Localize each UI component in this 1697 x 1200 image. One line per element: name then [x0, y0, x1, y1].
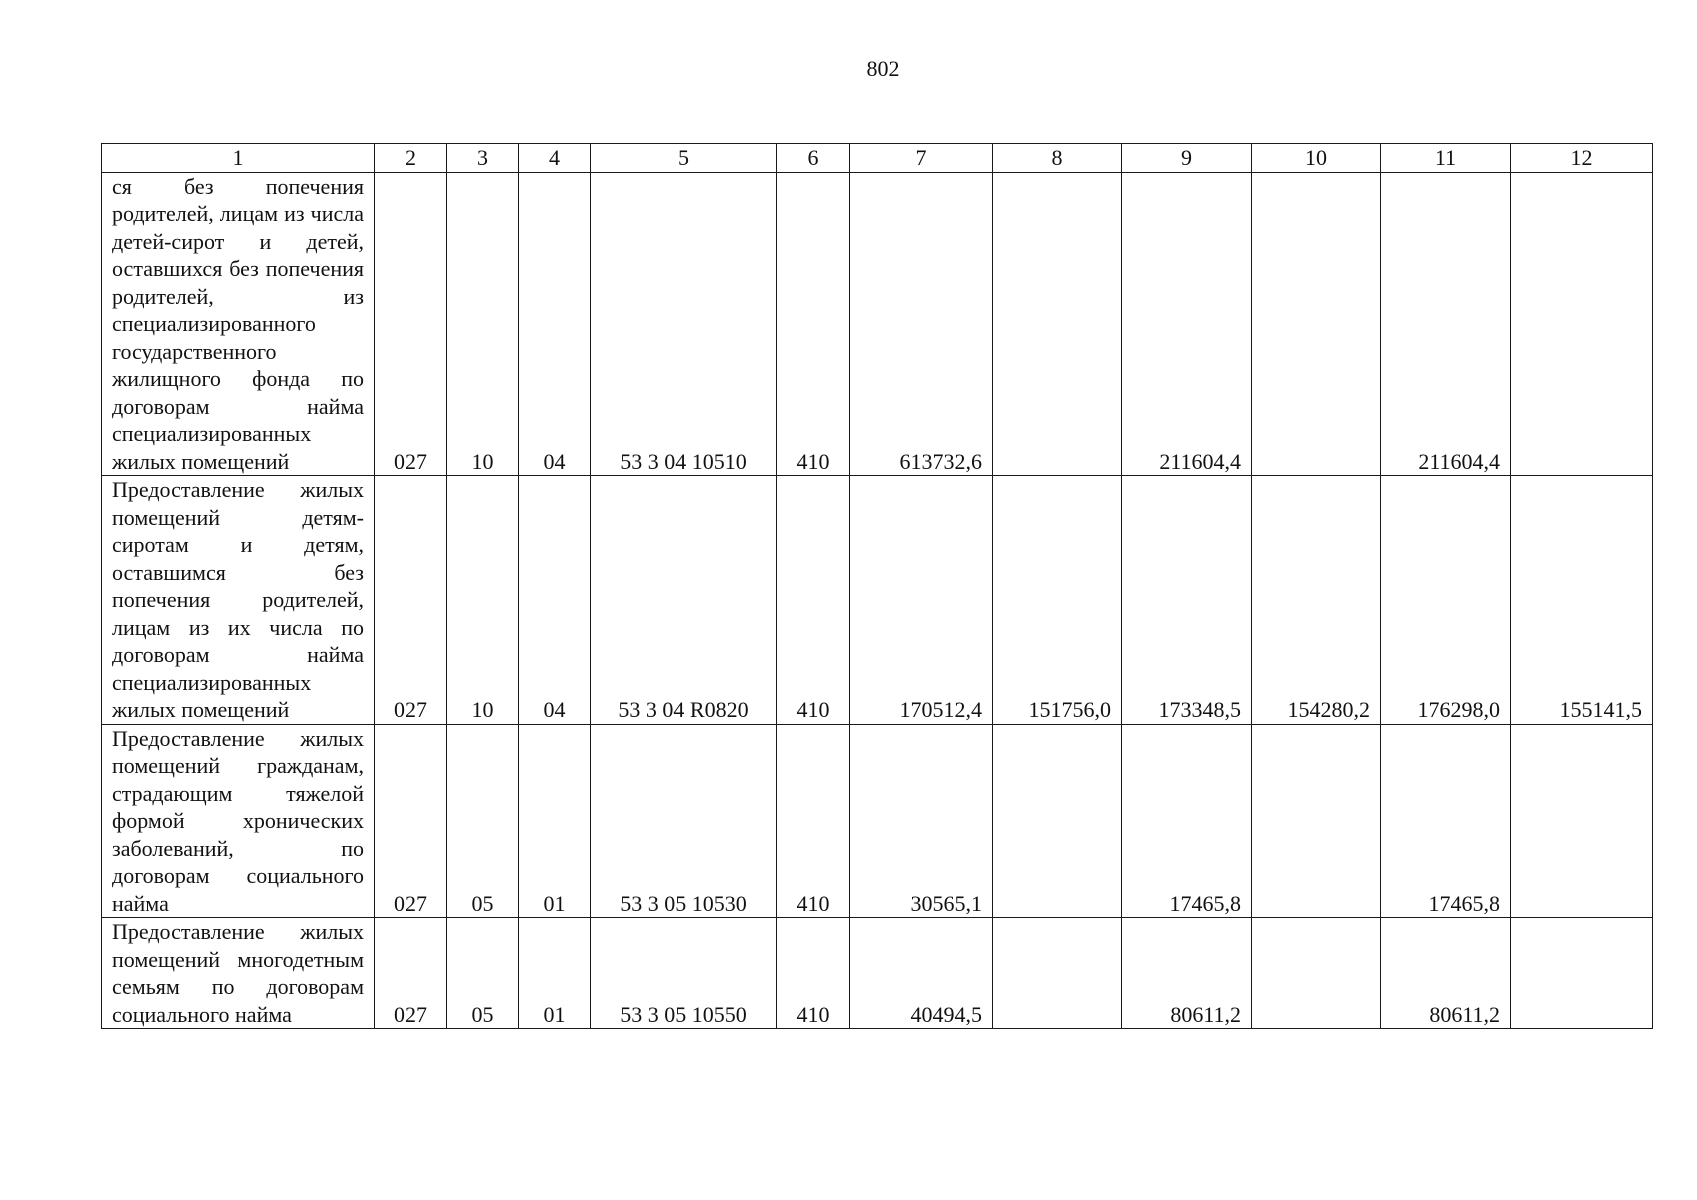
section-code: 10: [447, 476, 519, 725]
amount-cell: 211604,4: [1381, 172, 1511, 476]
amount-cell: 30565,1: [850, 724, 993, 918]
column-number-header: 6: [777, 144, 850, 173]
section-code: 05: [447, 724, 519, 918]
target-item-code: 53 3 05 10530: [591, 724, 777, 918]
column-number-row: [102, 144, 1653, 173]
amount-cell: 17465,8: [1122, 724, 1252, 918]
amount-cell: [1252, 172, 1381, 476]
row-name: ся без попечения родителей, лицам из числа детей-сирот и детей, оставшихся без попечения родителей, из специализированного государственного жилищного фонда по договорам найма специализированных жилых помещений: [102, 172, 375, 476]
amount-cell: 155141,5: [1511, 476, 1653, 725]
section-code: 05: [447, 918, 519, 1029]
expense-type-code: 410: [777, 918, 850, 1029]
amount-cell: 154280,2: [1252, 476, 1381, 725]
column-number-header: 11: [1381, 144, 1511, 173]
table-row: [102, 476, 1653, 725]
column-number-header: 12: [1511, 144, 1653, 173]
expense-type-code: 410: [777, 476, 850, 725]
row-name: Предоставление жилых помещений гражданам, страдающим тяжелой формой хронических заболеваний, по договорам социального найма: [102, 724, 375, 918]
expense-type-code: 410: [777, 172, 850, 476]
target-item-code: 53 3 05 10550: [591, 918, 777, 1029]
column-number-header: 4: [519, 144, 591, 173]
amount-cell: 613732,6: [850, 172, 993, 476]
budget-table: [101, 143, 1653, 1029]
amount-cell: 80611,2: [1381, 918, 1511, 1029]
amount-cell: 151756,0: [993, 476, 1122, 725]
amount-cell: 80611,2: [1122, 918, 1252, 1029]
subsection-code: 01: [519, 724, 591, 918]
amount-cell: [993, 918, 1122, 1029]
target-item-code: 53 3 04 R0820: [591, 476, 777, 725]
amount-cell: [993, 724, 1122, 918]
amount-cell: [993, 172, 1122, 476]
column-number-header: 1: [102, 144, 375, 173]
column-number-header: 3: [447, 144, 519, 173]
amount-cell: [1252, 724, 1381, 918]
row-name: Предоставление жилых помещений детям-сиротам и детям, оставшимся без попечения родителей, лицам из их числа по договорам найма специализированных жилых помещений: [102, 476, 375, 725]
amount-cell: [1511, 918, 1653, 1029]
amount-cell: 40494,5: [850, 918, 993, 1029]
column-number-header: 5: [591, 144, 777, 173]
amount-cell: [1252, 918, 1381, 1029]
page-number: 802: [866, 56, 900, 81]
column-number-header: 8: [993, 144, 1122, 173]
column-number-header: 9: [1122, 144, 1252, 173]
ministry-code: 027: [375, 476, 447, 725]
amount-cell: 176298,0: [1381, 476, 1511, 725]
amount-cell: 170512,4: [850, 476, 993, 725]
column-number-header: 10: [1252, 144, 1381, 173]
table-row: [102, 172, 1653, 476]
subsection-code: 04: [519, 476, 591, 725]
amount-cell: 17465,8: [1381, 724, 1511, 918]
ministry-code: 027: [375, 918, 447, 1029]
amount-cell: [1511, 172, 1653, 476]
section-code: 10: [447, 172, 519, 476]
target-item-code: 53 3 04 10510: [591, 172, 777, 476]
subsection-code: 04: [519, 172, 591, 476]
column-number-header: 7: [850, 144, 993, 173]
subsection-code: 01: [519, 918, 591, 1029]
table-row: [102, 724, 1653, 918]
row-name: Предоставление жилых помещений многодетным семьям по договорам социального найма: [102, 918, 375, 1029]
amount-cell: 173348,5: [1122, 476, 1252, 725]
table-row: [102, 918, 1653, 1029]
amount-cell: [1511, 724, 1653, 918]
amount-cell: 211604,4: [1122, 172, 1252, 476]
ministry-code: 027: [375, 172, 447, 476]
ministry-code: 027: [375, 724, 447, 918]
expense-type-code: 410: [777, 724, 850, 918]
column-number-header: 2: [375, 144, 447, 173]
